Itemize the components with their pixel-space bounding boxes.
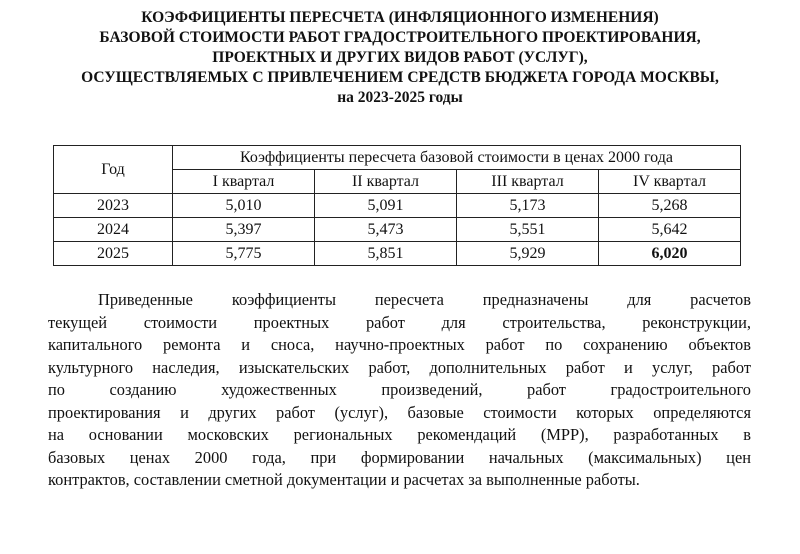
- paragraph-line: проектирования и других работ (услуг), базовые стоимости которых определяются: [48, 402, 751, 422]
- year-header: Год: [54, 146, 173, 194]
- value-cell: 5,775: [173, 242, 315, 266]
- table-row: [54, 242, 741, 266]
- value-cell: 5,929: [457, 242, 599, 266]
- table-row: [54, 194, 741, 218]
- value-cell: 5,173: [457, 194, 599, 218]
- table-header-row: [54, 146, 741, 170]
- value-cell: 5,642: [599, 218, 741, 242]
- table-row: [54, 218, 741, 242]
- quarter-header: IV квартал: [599, 170, 741, 194]
- paragraph-line: на основании московских региональных рекомендаций (МРР), разработанных в: [48, 425, 751, 444]
- value-cell: 5,091: [315, 194, 457, 218]
- value-cell: 6,020: [599, 242, 741, 266]
- title-line: ОСУЩЕСТВЛЯЕМЫХ С ПРИВЛЕЧЕНИЕМ СРЕДСТВ БЮДЖЕТА ГОРОДА МОСКВЫ,: [81, 69, 719, 86]
- paragraph-line: капитального ремонта и сноса, научно-проектных работ по сохранению объектов: [48, 335, 751, 354]
- title-line: на 2023-2025 годы: [337, 89, 463, 106]
- value-cell: 5,851: [315, 242, 457, 266]
- title-line: КОЭФФИЦИЕНТЫ ПЕРЕСЧЕТА (ИНФЛЯЦИОННОГО ИЗМЕНЕНИЯ): [141, 9, 659, 26]
- title-line: ПРОЕКТНЫХ И ДРУГИХ ВИДОВ РАБОТ (УСЛУГ),: [212, 49, 588, 66]
- paragraph-line: текущей стоимости проектных работ для строительства, реконструкции,: [48, 312, 751, 332]
- group-header: Коэффициенты пересчета базовой стоимости в ценах 2000 года: [173, 146, 741, 170]
- document-title: [0, 8, 800, 108]
- paragraph-line: базовых ценах 2000 года, при формировании начальных (максимальных) цен: [48, 447, 751, 467]
- title-line: БАЗОВОЙ СТОИМОСТИ РАБОТ ГРАДОСТРОИТЕЛЬНОГО ПРОЕКТИРОВАНИЯ,: [99, 29, 701, 46]
- explanatory-paragraph: [48, 289, 751, 492]
- paragraph-line: культурного наследия, изыскательских работ, дополнительных работ и услуг, работ: [48, 357, 751, 377]
- year-cell: 2024: [54, 218, 173, 242]
- quarter-header: I квартал: [173, 170, 315, 194]
- paragraph-line: по созданию художественных произведений, работ градостроительного: [48, 380, 751, 399]
- year-cell: 2025: [54, 242, 173, 266]
- year-cell: 2023: [54, 194, 173, 218]
- paragraph-line: контрактов, составлении сметной документации и расчетах за выполненные работы.: [48, 470, 640, 489]
- value-cell: 5,010: [173, 194, 315, 218]
- value-cell: 5,268: [599, 194, 741, 218]
- value-cell: 5,551: [457, 218, 599, 242]
- coefficients-table: [53, 145, 741, 266]
- paragraph-line: Приведенные коэффициенты пересчета предназначены для расчетов: [98, 290, 751, 309]
- value-cell: 5,473: [315, 218, 457, 242]
- quarter-header: II квартал: [315, 170, 457, 194]
- quarter-header: III квартал: [457, 170, 599, 194]
- value-cell: 5,397: [173, 218, 315, 242]
